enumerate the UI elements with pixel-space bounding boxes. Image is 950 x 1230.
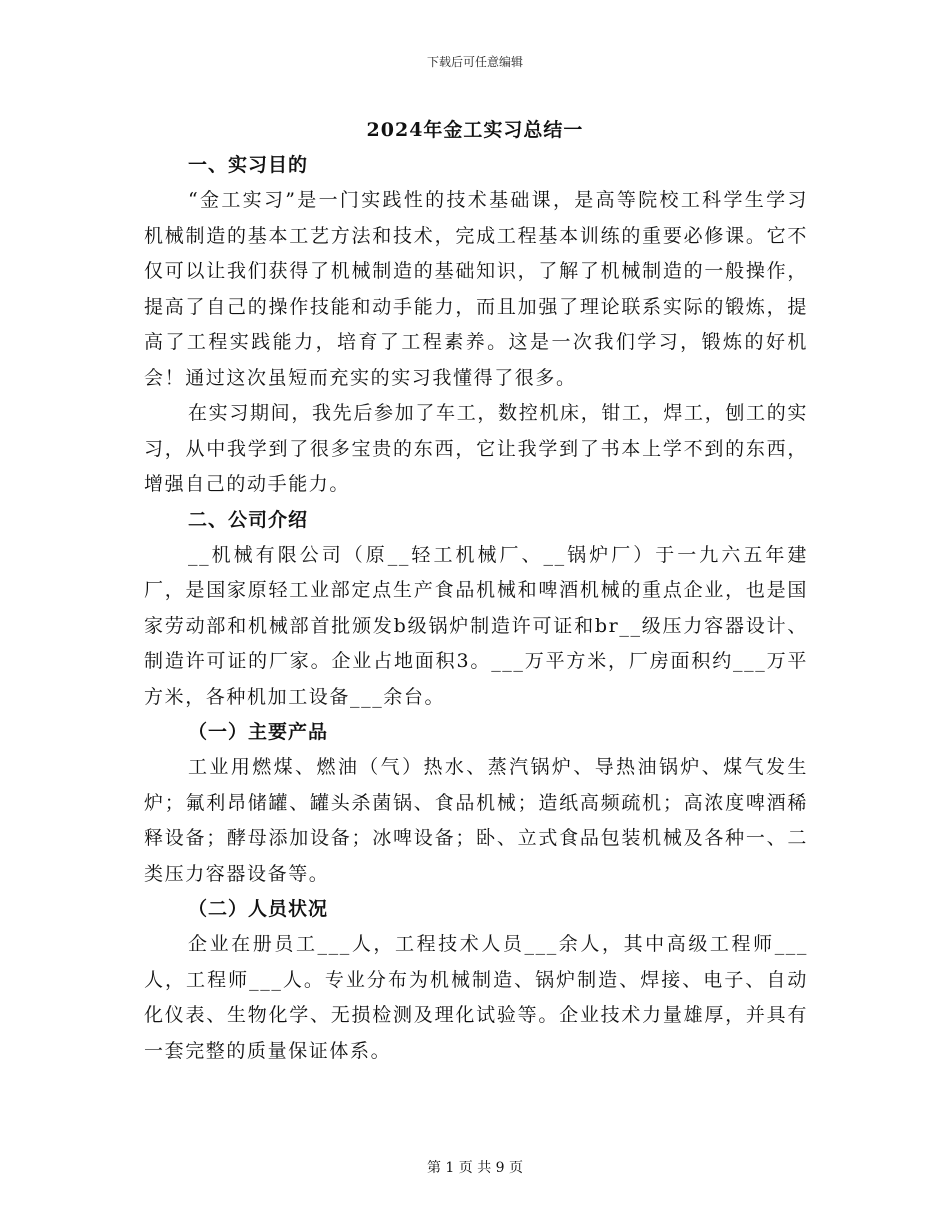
section-heading-company: 二、公司介绍: [188, 508, 309, 531]
subsection-heading-products: （一）主要产品: [188, 721, 329, 743]
document-title: 2024年金工实习总结一: [366, 119, 584, 141]
paragraph-company: __机械有限公司（原__轻工机械厂、__锅炉厂）于一九六五年建厂，是国家原轻工业部定点生产食品机械和啤酒机械的重点企业，也是国家劳动部和机械部首批颁发b级锅炉制造许可证和br__级压力容器设计、制造许可证的厂家。企业占地面积3。___万平方米，厂房面积约___万平方米，各种机加工设备___余台。: [144, 543, 808, 708]
paragraph-purpose-1: “金工实习”是一门实践性的技术基础课，是高等院校工科学生学习机械制造的基本工艺方法和技术，完成工程基本训练的重要必修课。它不仅可以让我们获得了机械制造的基础知识，了解了机械制造的一般操作，提高了自己的操作技能和动手能力，而且加强了理论联系实际的锻炼，提高了工程实践能力，培育了工程素养。这是一次我们学习，锻炼的好机会！通过这次虽短而充实的实习我懂得了很多。: [144, 189, 808, 389]
document-body: [144, 148, 808, 1069]
page-number: 第 1 页 共 9 页: [426, 1160, 524, 1176]
subsection-heading-staff: （二）人员状况: [188, 898, 329, 920]
paragraph-purpose-2: 在实习期间，我先后参加了车工，数控机床，钳工，焊工，刨工的实习，从中我学到了很多宝贵的东西，它让我学到了书本上学不到的东西，增强自己的动手能力。: [144, 402, 808, 495]
section-heading-purpose: 一、实习目的: [188, 154, 309, 176]
paragraph-staff: 企业在册员工___人，工程技术人员___余人，其中高级工程师___人，工程师___人。专业分布为机械制造、锅炉制造、焊接、电子、自动化仪表、生物化学、无损检测及理化试验等。企业技术力量雄厚，并具有一套完整的质量保证体系。: [144, 933, 808, 1062]
paragraph-products: 工业用燃煤、燃油（气）热水、蒸汽锅炉、导热油锅炉、煤气发生炉；氟利昂储罐、罐头杀菌锅、食品机械；造纸高频疏机；高浓度啤酒稀释设备；酵母添加设备；冰啤设备；卧、立式食品包装机械及各种一、二类压力容器设备等。: [144, 756, 808, 885]
download-edit-note: 下载后可任意编辑: [426, 55, 523, 69]
